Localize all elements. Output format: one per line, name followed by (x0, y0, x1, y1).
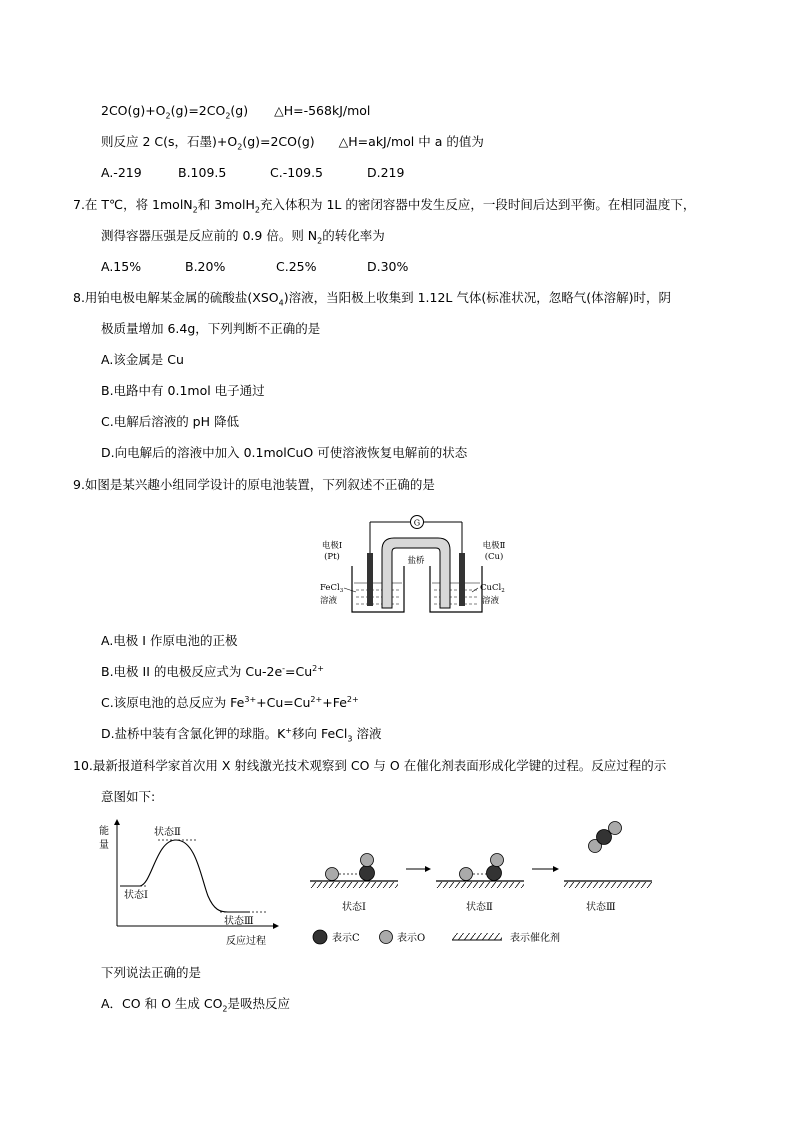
electrode-2-label: 电极Ⅱ (482, 541, 506, 551)
option-d: D.30% (367, 259, 409, 274)
q10-option-a: A．CO 和 O 生成 $CO_2$是吸热反应 (101, 996, 291, 1014)
legend-carbon-label: 表示C (332, 933, 360, 944)
q8-option-b: B.电路中有 0.1mol 电子通过 (101, 383, 265, 398)
catalyst-surface-2 (436, 881, 524, 888)
q9-option-b: B.电极 II 的电极反应式为 $Cu-2e^-=Cu^{2+}$ (101, 663, 324, 679)
state-1-label: 状态Ⅰ (124, 890, 148, 901)
q9-option-c: C.该原电池的总反应为 $Fe^{3+}+Cu=Cu^{2+}+Fe^{2+}$ (101, 694, 359, 710)
option-c: C.-109.5 (270, 165, 323, 180)
salt-bridge-label: 盐桥 (407, 556, 425, 566)
schematic-state-3-label: 状态Ⅲ (586, 902, 616, 913)
state-2-label: 状态Ⅱ (154, 827, 181, 838)
q8-stem-line2: 极质量增加 6.4g，下列判断不正确的是 (101, 321, 321, 336)
state-3-label: 状态Ⅲ (224, 916, 254, 927)
q8-stem-line1: 8.用铂电极电解某金属的硫酸盐$(XSO_4)$溶液，当阳极上收集到 1.12L 气体(标准状况，忽略气(体溶解)时，阴 (73, 290, 671, 308)
q9-stem: 9.如图是某兴趣小组同学设计的原电池装置，下列叙述不正确的是 (73, 477, 435, 492)
thermo-equation-2: 则反应 2 C(s，石墨)$+O_2(g)=2CO(g)$ △H=akJ/mol 中 a 的值为 (101, 134, 484, 152)
electrode-2-material: (Cu) (484, 552, 504, 562)
q8-option-a: A.该金属是 Cu (101, 352, 184, 367)
q8-option-d: D.向电解后的溶液中加入 0.1molCuO 可使溶液恢复电解前的状态 (101, 445, 468, 460)
option-a: A.-219 (101, 165, 142, 180)
energy-curve (120, 840, 250, 912)
solution-1-label: 溶液 (320, 596, 338, 606)
electrode-1-material: (Pt) (324, 552, 340, 562)
energy-profile-figure (96, 818, 286, 950)
option-c: C.25% (276, 259, 317, 274)
option-b: B.109.5 (178, 165, 227, 180)
option-b: B.20% (185, 259, 226, 274)
electrode-1-label: 电极Ⅰ (321, 541, 343, 551)
q7-stem-line2: 测得容器压强是反应前的 0.9 倍。则 $N_2$的转化率为 (101, 228, 385, 246)
catalyst-surface-1 (310, 881, 398, 888)
x-axis-label: 反应过程 (226, 936, 266, 947)
legend-catalyst-label: 表示催化剂 (510, 933, 560, 944)
thermo-equation-1: $2CO(g)+O_2(g)=2CO_2(g)$ △H=-568kJ/mol (101, 103, 371, 121)
solution-2-formula: CuCl$_2$ (480, 583, 505, 594)
q10-question: 下列说法正确的是 (101, 965, 202, 980)
q10-stem-line1: 10.最新报道科学家首次用 X 射线激光技术观察到 CO 与 O 在催化剂表面形成化学键的过程。反应过程的示 (73, 758, 667, 773)
catalyst-surface-3 (564, 881, 652, 888)
q9-option-a: A.电极 I 作原电池的正极 (101, 633, 238, 648)
q7-stem-line1: 7.在 T℃，将 1molN$_2$和 3molH$_2$充入体积为 1L 的密闭容器中发生反应，一段时间后达到平衡。在相同温度下， (73, 197, 696, 215)
galvanic-cell-figure (312, 508, 512, 620)
q10-stem-line2: 意图如下: (101, 789, 156, 804)
y-axis-label-1: 能 (99, 826, 109, 837)
q9-option-d: D.盐桥中装有含氯化钾的球脂。K+移向 FeCl$_3$ 溶液 (101, 725, 382, 744)
y-axis-label-2: 量 (99, 840, 109, 851)
solution-1-formula: FeCl$_3$ (320, 583, 344, 594)
electrode-2 (459, 553, 465, 606)
galvanometer-label: G (413, 518, 421, 528)
schematic-state-2-label: 状态Ⅱ (466, 902, 493, 913)
solution-2-label: 溶液 (482, 596, 500, 606)
option-a: A.15% (101, 259, 142, 274)
q8-option-c: C.电解后溶液的 pH 降低 (101, 414, 239, 429)
schematic-state-1-label: 状态Ⅰ (342, 902, 366, 913)
legend-oxygen-label: 表示O (397, 933, 426, 944)
reaction-schematic-figure (306, 815, 676, 951)
electrode-1 (367, 553, 373, 606)
salt-bridge (382, 538, 450, 608)
option-d: D.219 (367, 165, 405, 180)
